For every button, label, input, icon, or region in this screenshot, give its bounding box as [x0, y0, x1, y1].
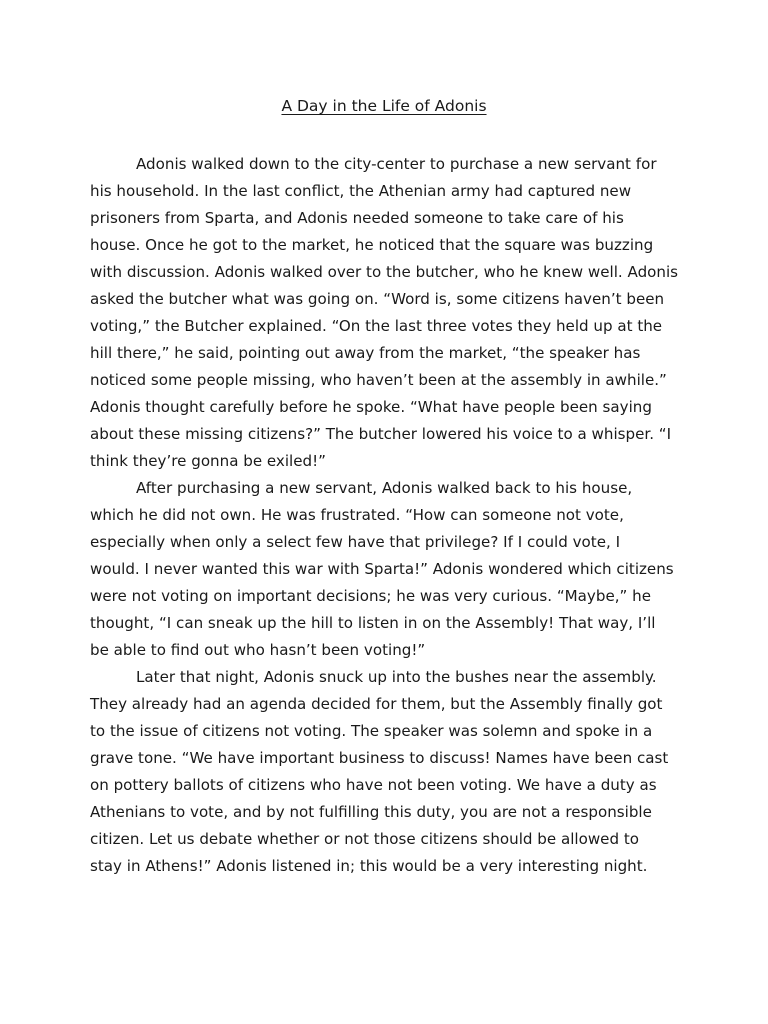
text-line: Athenians to vote, and by not fulfilling this duty, you are not a responsible [90, 803, 652, 821]
text-line: were not voting on important decisions; he was very curious. “Maybe,” he [90, 587, 652, 605]
text-line: Adonis walked down to the city-center to purchase a new servant for [136, 155, 657, 173]
text-line: noticed some people missing, who haven’t been at the assembly in awhile.” [90, 371, 667, 389]
text-line: especially when only a select few have that privilege? If I could vote, I [90, 533, 621, 551]
text-line: his household. In the last conflict, the Athenian army had captured new [90, 182, 632, 200]
text-line: grave tone. “We have important business to discuss! Names have been cast [90, 749, 669, 767]
text-line: prisoners from Sparta, and Adonis needed someone to take care of his [90, 209, 624, 227]
paragraph-2 [90, 475, 680, 664]
text-line: would. I never wanted this war with Sparta!” Adonis wondered which citizens [90, 560, 674, 578]
text-line: They already had an agenda decided for them, but the Assembly finally got [90, 695, 663, 713]
text-line: to the issue of citizens not voting. The speaker was solemn and spoke in a [90, 722, 653, 740]
text-line: with discussion. Adonis walked over to the butcher, who he knew well. Adonis [90, 263, 679, 281]
text-line: think they’re gonna be exiled!” [90, 452, 326, 470]
text-line: thought, “I can sneak up the hill to listen in on the Assembly! That way, I’ll [90, 614, 656, 632]
text-line: Later that night, Adonis snuck up into the bushes near the assembly. [136, 668, 657, 686]
paragraph-3 [90, 664, 680, 880]
text-line: be able to find out who hasn’t been voting!” [90, 641, 426, 659]
text-line: citizen. Let us debate whether or not those citizens should be allowed to [90, 830, 639, 848]
text-line: house. Once he got to the market, he noticed that the square was buzzing [90, 236, 654, 254]
text-line: After purchasing a new servant, Adonis walked back to his house, [136, 479, 633, 497]
document-title: A Day in the Life of Adonis [281, 97, 487, 115]
text-line: which he did not own. He was frustrated. “How can someone not vote, [90, 506, 624, 524]
text-line: stay in Athens!” Adonis listened in; this would be a very interesting night. [90, 857, 648, 875]
text-line: about these missing citizens?” The butcher lowered his voice to a whisper. “I [90, 425, 672, 443]
text-line: on pottery ballots of citizens who have not been voting. We have a duty as [90, 776, 657, 794]
text-line: Adonis thought carefully before he spoke. “What have people been saying [90, 398, 652, 416]
text-line: hill there,” he said, pointing out away from the market, “the speaker has [90, 344, 641, 362]
paragraph-1 [90, 151, 680, 475]
text-line: asked the butcher what was going on. “Word is, some citizens haven’t been [90, 290, 665, 308]
text-line: voting,” the Butcher explained. “On the last three votes they held up at the [90, 317, 663, 335]
document-body [90, 151, 680, 880]
